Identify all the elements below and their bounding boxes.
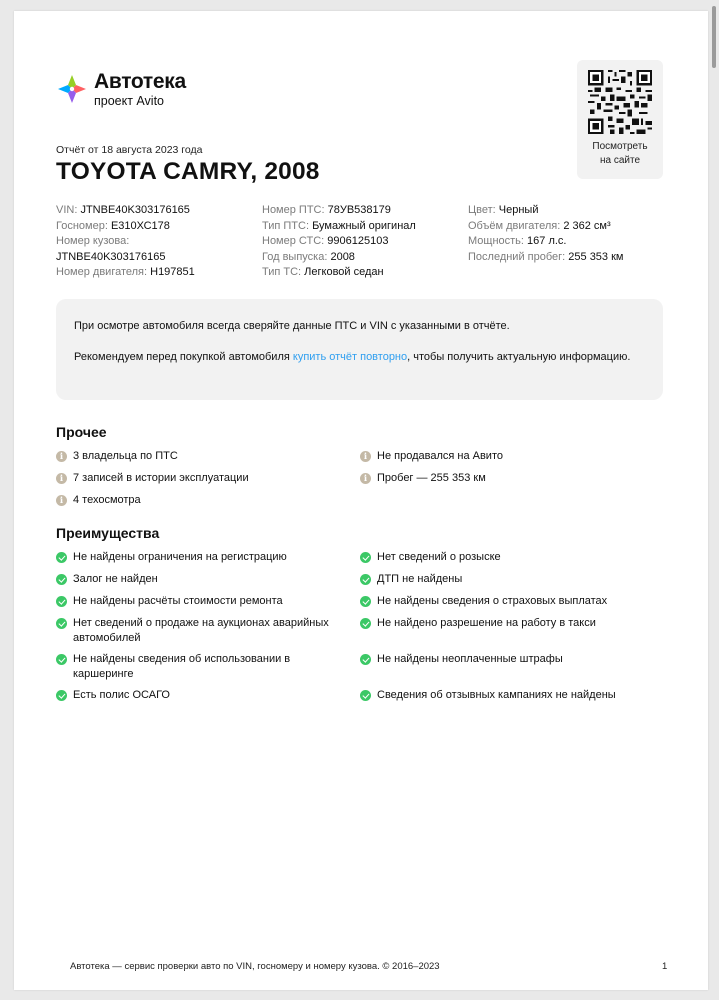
specs-column-2 — [262, 203, 462, 281]
spec-pts-type: Тип ПТС: Бумажный оригинал — [262, 219, 416, 232]
list-item: Сведения об отзывных кампаниях не найдены — [360, 688, 660, 703]
spec-last-mileage: Последний пробег: 255 353 км — [468, 250, 624, 263]
check-icon — [56, 574, 67, 585]
check-icon — [56, 552, 67, 563]
check-icon — [360, 574, 371, 585]
spec-body-number: JTNBE40K303176165 — [56, 250, 166, 263]
list-item: Не найдены неоплаченные штрафы — [360, 652, 660, 667]
notice-text-2: Рекомендуем перед покупкой автомобиля купить отчёт повторно, чтобы получить актуальную информацию. — [74, 350, 631, 363]
info-icon — [360, 473, 371, 484]
spec-sts-number: Номер СТС: 9906125103 — [262, 235, 389, 247]
footer-text: Автотека — сервис проверки авто по VIN, госномеру и номеру кузова. © 2016–2023 — [70, 961, 440, 972]
section-title-other: Прочее — [56, 424, 107, 440]
scrollbar[interactable] — [712, 6, 716, 68]
notice-box — [56, 299, 663, 400]
spec-body-number-label: Номер кузова: — [56, 235, 130, 247]
check-icon — [56, 596, 67, 607]
avtoteka-logo-icon — [56, 73, 88, 105]
qr-card[interactable] — [577, 60, 663, 179]
info-icon — [360, 451, 371, 462]
check-icon — [56, 618, 67, 629]
buy-report-again-link[interactable]: купить отчёт повторно — [292, 350, 408, 363]
logo-title: Автотека — [94, 70, 186, 93]
notice-text-1: При осмотре автомобиля всегда сверяйте данные ПТС и VIN с указанными в отчёте. — [74, 320, 510, 332]
page-number: 1 — [662, 961, 668, 972]
list-item: Залог не найден — [56, 572, 346, 587]
list-item: Нет сведений о продаже на аукционах аварийных автомобилей — [56, 616, 346, 646]
list-item: Есть полис ОСАГО — [56, 688, 346, 703]
info-icon — [56, 473, 67, 484]
report-date: Отчёт от 18 августа 2023 года — [56, 144, 203, 156]
list-item: i 4 техосмотра — [56, 493, 346, 508]
spec-pts-number: Номер ПТС: 78УВ538179 — [262, 204, 391, 216]
check-icon — [360, 552, 371, 563]
list-item: i 7 записей в истории эксплуатации — [56, 471, 346, 486]
list-item: Не найдены сведения об использовании в каршеринге — [56, 652, 316, 682]
specs-column-3 — [468, 203, 668, 265]
list-item: ДТП не найдены — [360, 572, 660, 587]
section-title-advantages: Преимущества — [56, 525, 160, 541]
spec-power: Мощность: 167 л.с. — [468, 235, 567, 247]
qr-caption[interactable]: Посмотреть на сайте — [592, 141, 648, 166]
car-title: TOYOTA CAMRY, 2008 — [56, 158, 320, 185]
spec-engine-volume: Объём двигателя: 2 362 см³ — [468, 219, 611, 232]
spec-engine-number: Номер двигателя: H197851 — [56, 266, 195, 278]
specs-column-1 — [56, 203, 256, 281]
list-item: i Пробег — 255 353 км — [360, 471, 660, 486]
check-icon — [360, 690, 371, 701]
check-icon — [56, 690, 67, 701]
avtoteka-logo — [56, 71, 186, 108]
report-page — [14, 11, 708, 990]
list-item: Нет сведений о розыске — [360, 550, 660, 565]
qr-code-icon[interactable] — [588, 70, 652, 134]
spec-vin: VIN: JTNBE40K303176165 — [56, 204, 190, 216]
check-icon — [360, 596, 371, 607]
spec-color: Цвет: Черный — [468, 204, 539, 216]
spec-plate: Госномер: Е310ХС178 — [56, 219, 170, 232]
list-item: Не найдены расчёты стоимости ремонта — [56, 594, 346, 609]
list-item: i Не продавался на Авито — [360, 449, 660, 464]
list-item: Не найдены сведения о страховых выплатах — [360, 594, 660, 609]
check-icon — [56, 654, 67, 665]
check-icon — [360, 618, 371, 629]
spec-vehicle-type: Тип ТС: Легковой седан — [262, 266, 384, 278]
list-item: i 3 владельца по ПТС — [56, 449, 346, 464]
list-item: Не найдено разрешение на работу в такси — [360, 616, 660, 631]
logo-subtitle: проект Avito — [94, 94, 164, 108]
info-icon — [56, 495, 67, 506]
spec-year: Год выпуска: 2008 — [262, 250, 355, 263]
list-item: Не найдены ограничения на регистрацию — [56, 550, 346, 565]
info-icon — [56, 451, 67, 462]
check-icon — [360, 654, 371, 665]
